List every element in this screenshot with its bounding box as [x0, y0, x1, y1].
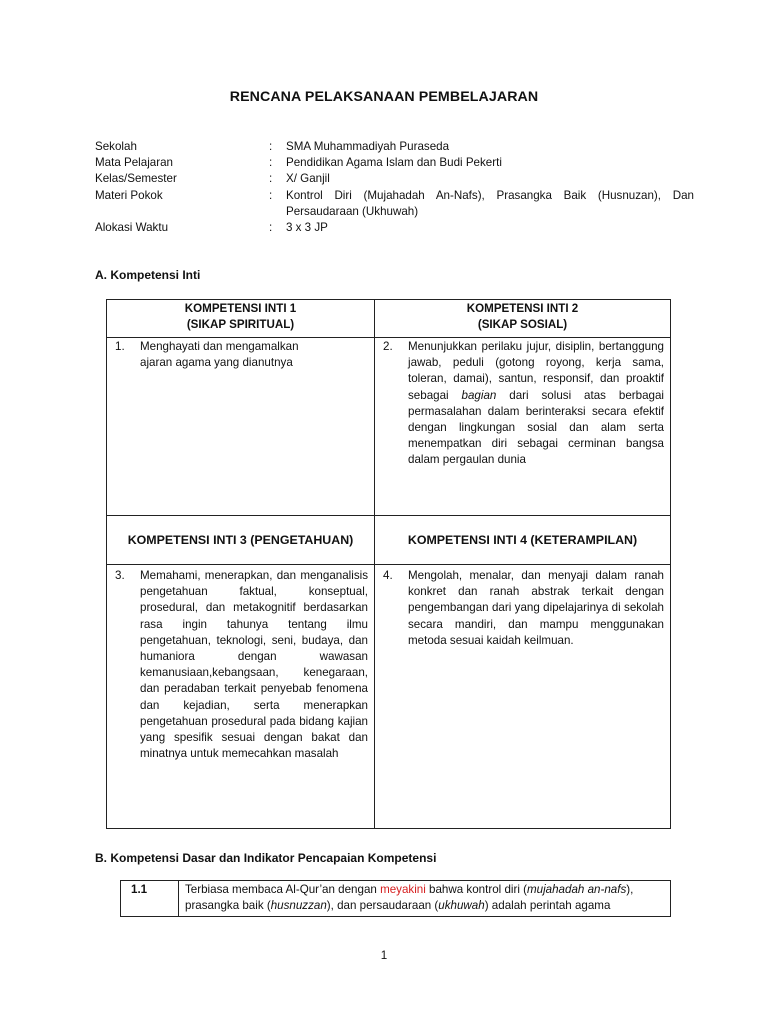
kd-text-part: ), prasangka baik ( — [185, 883, 634, 913]
kd-highlight-text: meyakini — [380, 883, 426, 896]
kd-text — [179, 881, 671, 917]
identity-colon: : — [269, 156, 273, 170]
identity-label: Materi Pokok — [95, 188, 163, 202]
identity-row-main-material — [95, 188, 695, 220]
identity-row-school — [95, 139, 695, 155]
ki4-content — [375, 565, 671, 829]
ki4-number: 4. — [383, 569, 393, 582]
kd-italic-term: husnuzzan — [270, 899, 327, 913]
ki1-title-line2: (SIKAP SPIRITUAL) — [186, 318, 295, 332]
ki2-header — [375, 300, 671, 338]
identity-colon: : — [269, 221, 273, 235]
ki2-text-part: dari solusi atas berbagai permasalahan dalam berinteraksi secara efektif dengan lingkungan sosial dan alam serta menempatkan diri sebagai cerminan bangsa dalam pergaulan dunia — [408, 388, 664, 467]
ki3-content — [107, 565, 375, 829]
identity-label: Mata Pelajaran — [95, 156, 173, 170]
kd-text-part: ) adalah perintah agama — [484, 899, 611, 913]
identity-value: Kontrol Diri (Mujahadah An-Nafs), Prasangka Baik (Husnuzan), Dan Persaudaraan (Ukhuwah) — [286, 188, 694, 218]
ki1-title-line1: KOMPETENSI INTI 1 — [184, 302, 297, 315]
kd-number: 1.1 — [121, 881, 179, 917]
identity-value: Pendidikan Agama Islam dan Budi Pekerti — [286, 156, 502, 170]
kd-italic-term: mujahadah an-nafs — [526, 883, 627, 896]
identity-label: Alokasi Waktu — [95, 221, 169, 235]
identity-colon: : — [269, 188, 273, 202]
ki4-text: Mengolah, menalar, dan menyaji dalam ranah konkret dan ranah abstrak terkait dengan pengembangan dari yang dipelajarinya di sekolah secara mandiri, dan mampu menggunakan metoda sesuai kaidah keilmuan. — [408, 569, 664, 647]
ki1-content — [107, 338, 375, 516]
identity-colon: : — [269, 172, 273, 186]
document-title: RENCANA PELAKSANAAN PEMBELAJARAN — [229, 89, 539, 105]
page-number: 1 — [380, 949, 388, 962]
section-a-heading: A. Kompetensi Inti — [95, 268, 201, 282]
ki2-number: 2. — [383, 340, 393, 353]
identity-row-time-allocation — [95, 220, 695, 236]
kd-text-part: ), dan persaudaraan ( — [326, 899, 439, 913]
ki2-text-italic: bagian — [461, 388, 497, 402]
identity-label: Kelas/Semester — [95, 172, 177, 186]
basic-competency-table — [120, 880, 671, 917]
ki2-text — [408, 339, 664, 469]
kd-text-part: bahwa kontrol diri ( — [425, 883, 527, 896]
kd-italic-term: ukhuwah — [438, 899, 485, 913]
section-b-heading: B. Kompetensi Dasar dan Indikator Pencapaian Kompetensi — [95, 851, 437, 865]
ki1-number: 1. — [115, 340, 125, 353]
ki2-text-part: Menunjukkan perilaku jujur, disiplin, bertanggung jawab, peduli (gotong royong, kerja sama, toleran, damai), santun, responsif, dan proaktif sebagai — [408, 340, 664, 402]
identity-value: 3 x 3 JP — [286, 221, 328, 235]
ki4-header: KOMPETENSI INTI 4 (KETERAMPILAN) — [375, 516, 671, 565]
identity-row-subject — [95, 155, 695, 171]
ki2-title-line1: KOMPETENSI INTI 2 — [466, 302, 579, 315]
identity-colon: : — [269, 140, 273, 153]
ki2-content — [375, 338, 671, 516]
ki3-text: Memahami, menerapkan, dan menganalisis pengetahuan faktual, konseptual, prosedural, dan metakognitif berdasarkan rasa ingin tahunya tentang ilmu pengetahuan, teknologi, seni, budaya, dan humaniora dengan wawasan kemanusiaan,kebangsaan, kenegaraan, dan peradaban terkait penyebab fenomena dan kejadian, serta menerapkan pengetahuan prosedural pada bidang kajian yang spesifik sesuai dengan bakat dan minatnya untuk memecahkan masalah — [140, 569, 368, 761]
ki1-text: Menghayati dan mengamalkan ajaran agama yang dianutnya — [140, 340, 299, 370]
ki3-number: 3. — [115, 569, 125, 582]
identity-block — [95, 139, 695, 236]
identity-label: Sekolah — [95, 140, 137, 153]
identity-value: SMA Muhammadiyah Puraseda — [286, 140, 450, 153]
identity-row-class-semester — [95, 171, 695, 187]
core-competency-table — [106, 299, 671, 829]
ki2-title-line2: (SIKAP SOSIAL) — [477, 318, 568, 332]
kd-text-part: Terbiasa membaca Al-Qur’an dengan — [185, 883, 381, 896]
ki1-header — [107, 300, 375, 338]
ki3-header: KOMPETENSI INTI 3 (PENGETAHUAN) — [107, 516, 375, 565]
identity-value: X/ Ganjil — [286, 172, 330, 186]
